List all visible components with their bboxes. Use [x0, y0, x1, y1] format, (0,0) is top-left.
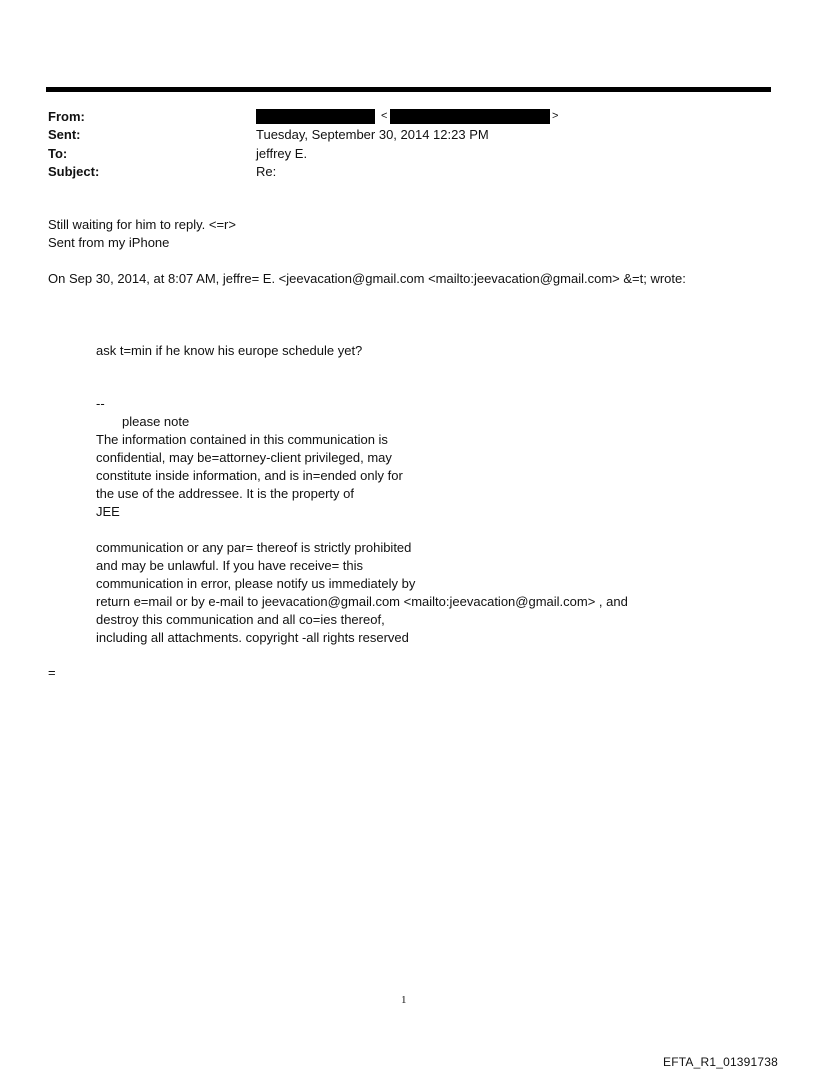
to-value: jeffrey E. — [256, 146, 308, 161]
sent-from-line: Sent from my iPhone — [48, 235, 170, 250]
signature-note: please note — [122, 414, 190, 429]
from-label: From: — [48, 109, 85, 124]
sent-value: Tuesday, September 30, 2014 12:23 PM — [256, 127, 489, 142]
trailing-equals: = — [48, 665, 56, 680]
disclaimer-line: the use of the addressee. It is the property of — [96, 486, 354, 501]
disclaimer-line: confidential, may be=attorney-client privileged, may — [96, 450, 392, 465]
page-number: 1 — [401, 994, 407, 1006]
redacted-sender-email — [390, 109, 550, 124]
header-rule — [46, 87, 771, 92]
from-open-bracket: < — [381, 110, 388, 122]
disclaimer-line: JEE — [96, 504, 120, 519]
disclaimer-line: The information contained in this communication is — [96, 432, 388, 447]
to-label: To: — [48, 146, 68, 161]
subject-value: Re: — [256, 164, 277, 179]
subject-label: Subject: — [48, 164, 100, 179]
sent-label: Sent: — [48, 127, 81, 142]
disclaimer-line: return e=mail or by e-mail to jeevacation@gmail.com <mailto:jeevacation@gmail.com> , and — [96, 594, 628, 609]
document-id-stamp: EFTA_R1_01391738 — [663, 1055, 779, 1069]
signature-dash: -- — [96, 396, 105, 411]
quoted-message: ask t=min if he know his europe schedule yet? — [96, 343, 363, 358]
disclaimer-line: including all attachments. copyright -all rights reserved — [96, 630, 409, 645]
disclaimer-line: destroy this communication and all co=ies thereof, — [96, 612, 385, 627]
disclaimer-line: communication or any par= thereof is strictly prohibited — [96, 540, 412, 555]
from-close-bracket: > — [552, 110, 559, 122]
redacted-sender-name — [256, 109, 375, 124]
disclaimer-line: communication in error, please notify us immediately by — [96, 576, 416, 591]
reply-line: Still waiting for him to reply. <=r> — [48, 217, 236, 232]
disclaimer-line: constitute inside information, and is in=ended only for — [96, 468, 403, 483]
disclaimer-line: and may be unlawful. If you have receive= this — [96, 558, 364, 573]
quote-intro: On Sep 30, 2014, at 8:07 AM, jeffre= E. <jeevacation@gmail.com <mailto:jeevacation@gmail.com> &=t; wrote: — [48, 271, 686, 286]
